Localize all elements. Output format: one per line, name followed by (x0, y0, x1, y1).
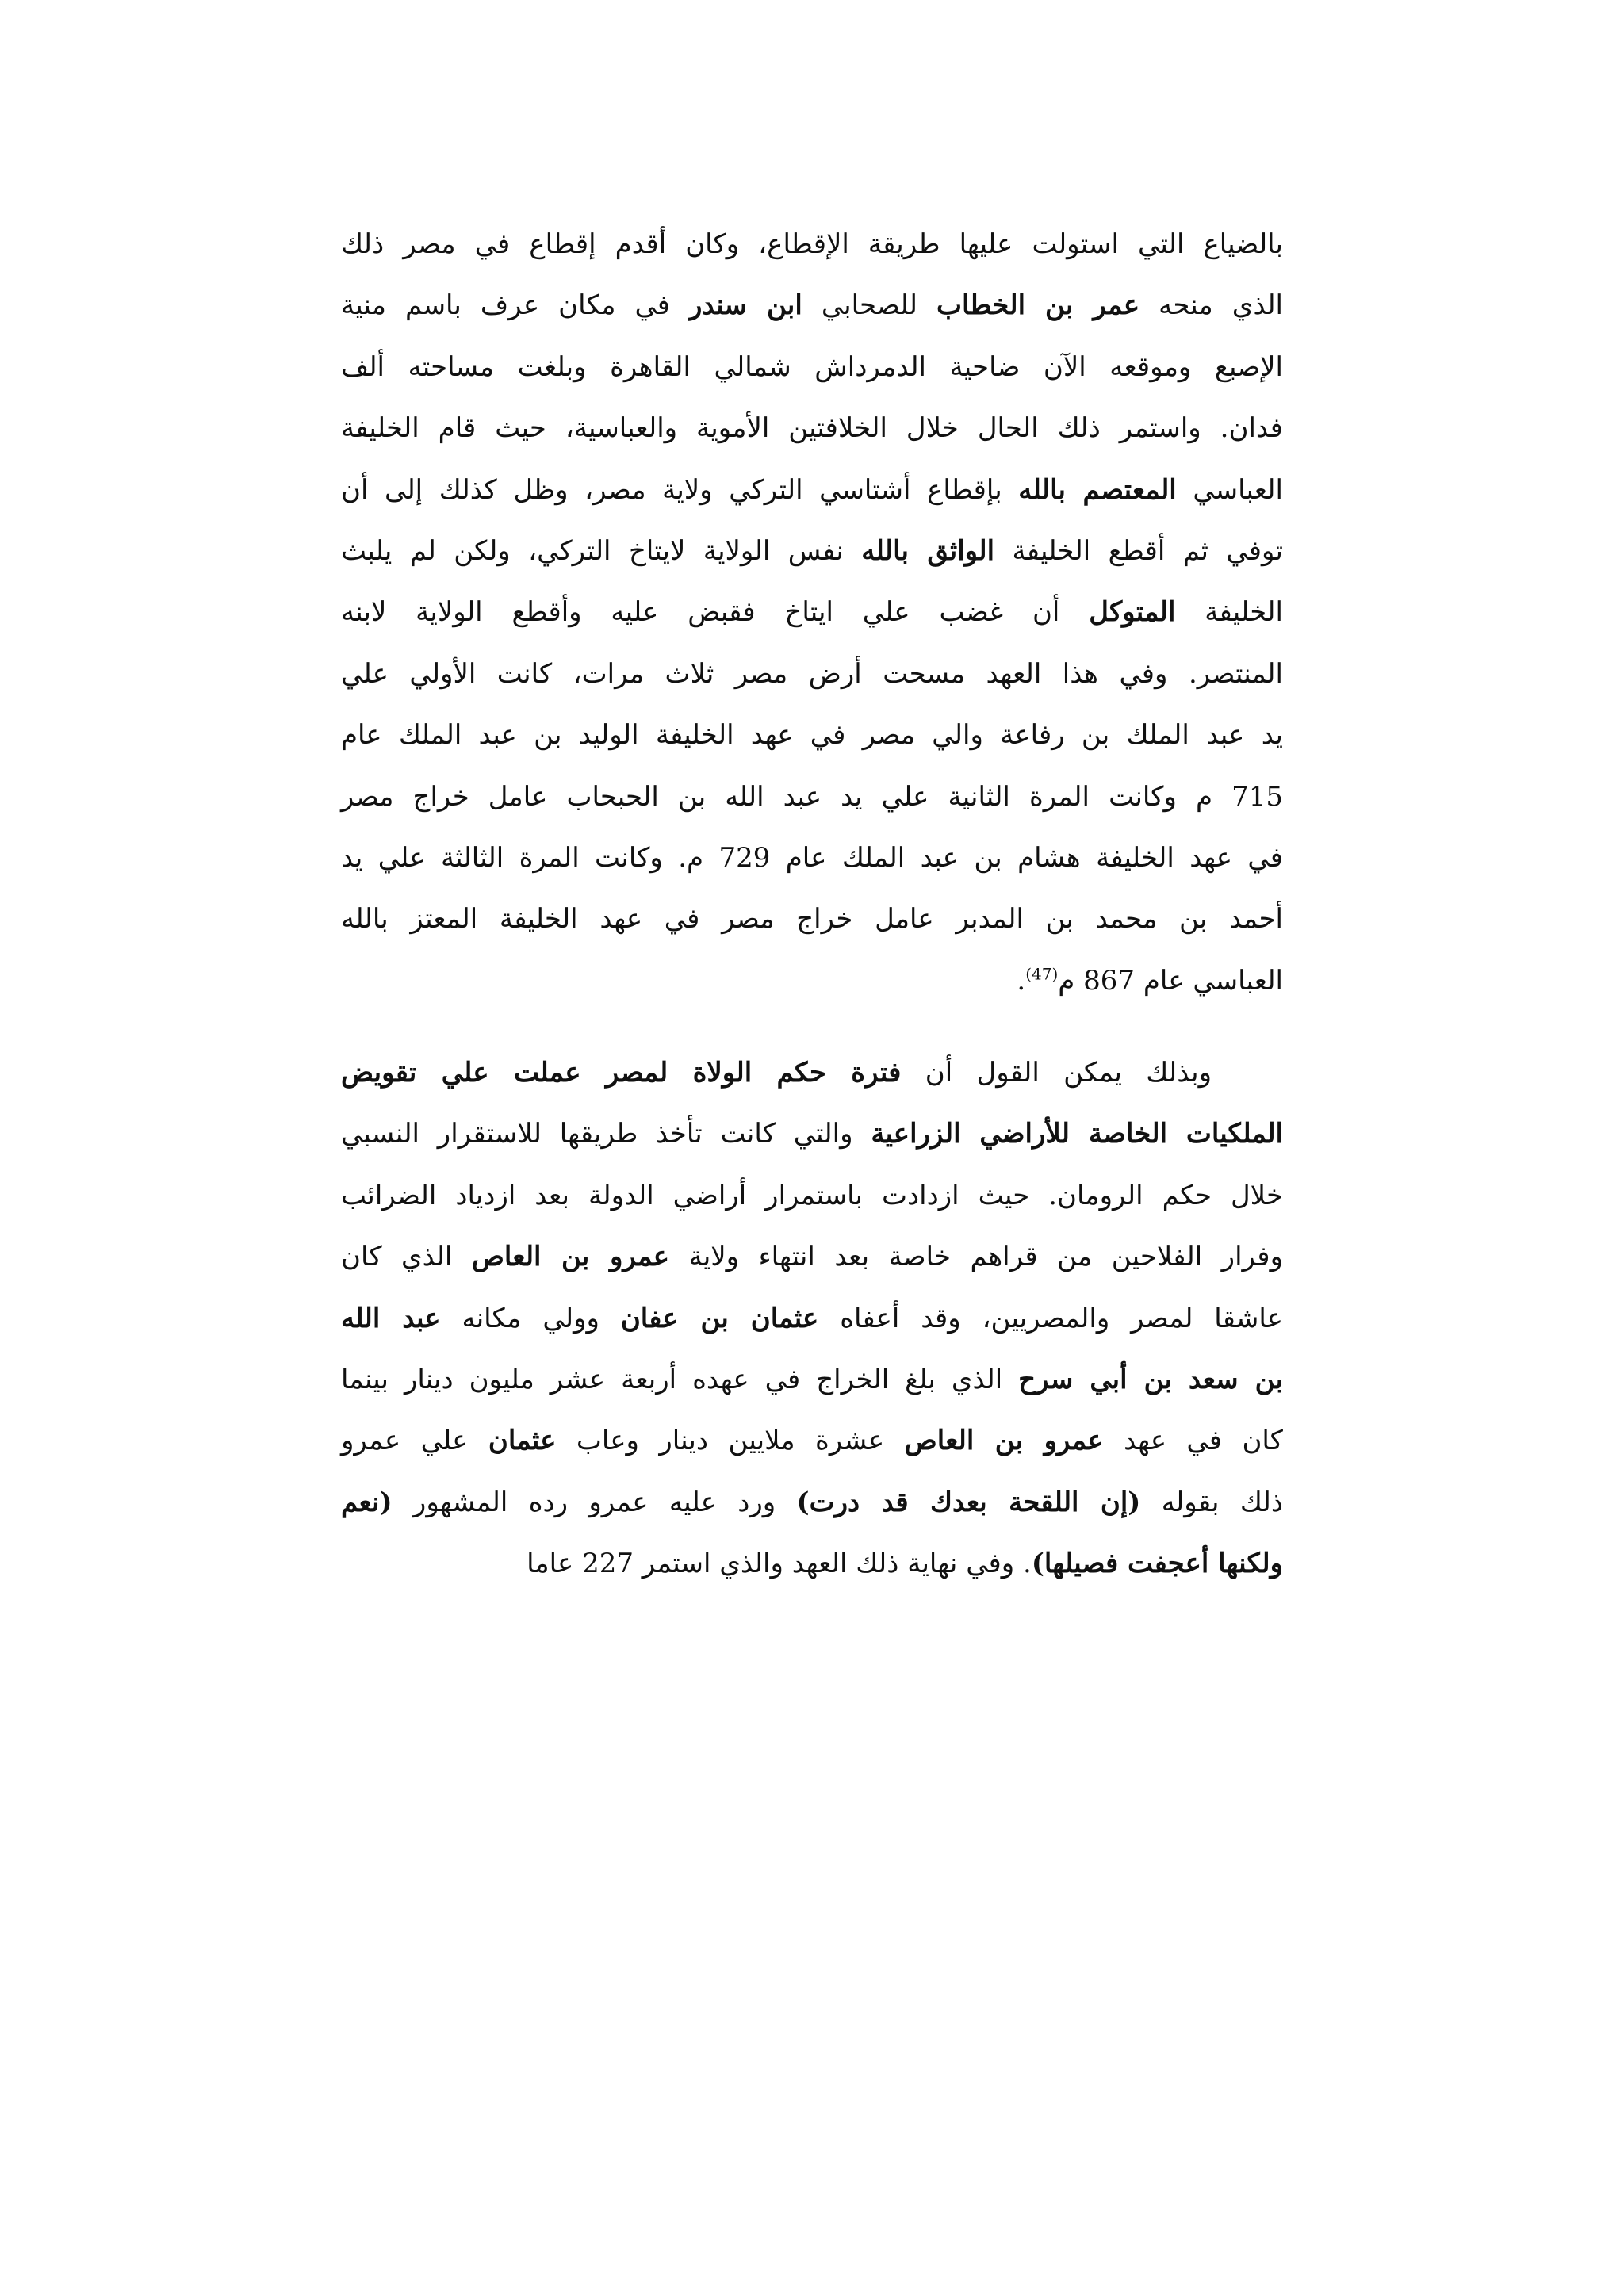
text-line: بن سعد بن أبي سرح الذي بلغ الخراج في عهده أربعة عشر مليون دينار بينما (341, 1364, 1284, 1396)
text-line: 715 م وكانت المرة الثانية علي يد عبد الله بن الحبحاب عامل خراج مصر (341, 780, 1283, 813)
paragraph-2 (341, 1043, 1283, 1595)
text-line: الإصبع وموقعه الآن ضاحية الدمرداش شمالي القاهرة وبلغت مساحته ألف (341, 350, 1283, 383)
text-line: ولكنها أعجفت فصيلها). وفي نهاية ذلك العهد والذي استمر 227 عاما (527, 1548, 1283, 1580)
text-line: خلال حكم الرومان. حيث ازدادت باستمرار أراضي الدولة بعد ازدياد الضرائب (341, 1179, 1283, 1211)
text-line: كان في عهد عمرو بن العاص عشرة ملايين دينار وعاب عثمان علي عمرو (341, 1425, 1283, 1457)
text-line: العباسي عام 867 م$^{(47)}$. (1017, 964, 1283, 997)
text-line: وبذلك يمكن القول أن فترة حكم الولاة لمصر عملت علي تقويض (341, 1057, 1212, 1089)
text-line: بالضياع التي استولت عليها طريقة الإقطاع، وكان أقدم إقطاع في مصر ذلك (341, 228, 1283, 260)
text-line: الخليفة المتوكل أن غضب علي ايتاخ فقبض عليه وأقطع الولاية لابنه (341, 596, 1283, 629)
text-line: فدان. واستمر ذلك الحال خلال الخلافتين الأموية والعباسية، حيث قام الخليفة (341, 412, 1283, 445)
text-line: أحمد بن محمد بن المدبر عامل خراج مصر في عهد الخليفة المعتز بالله (341, 903, 1283, 936)
text-line: المنتصر. وفي هذا العهد مسحت أرض مصر ثلاث مرات، كانت الأولي علي (341, 657, 1283, 690)
text-line: في عهد الخليفة هشام بن عبد الملك عام 729 م. وكانت المرة الثالثة علي يد (341, 842, 1283, 874)
text-line: عاشقا لمصر والمصريين، وقد أعفاه عثمان بن عفان وولي مكانه عبد الله (341, 1302, 1283, 1334)
text-line: ذلك بقوله (إن اللقحة بعدك قد درت) ورد عليه عمرو رده المشهور (نعم (341, 1486, 1283, 1518)
text-line: توفي ثم أقطع الخليفة الواثق بالله نفس الولاية لايتاخ التركي، ولكن لم يلبث (341, 535, 1283, 568)
text-line: يد عبد الملك بن رفاعة والي مصر في عهد الخليفة الوليد بن عبد الملك عام (341, 719, 1283, 752)
text-line: الملكيات الخاصة للأراضي الزراعية والتي كانت تأخذ طريقها للاستقرار النسبي (341, 1118, 1283, 1150)
text-line: الذي منحه عمر بن الخطاب للصحابي ابن سندر في مكان عرف باسم منية (341, 289, 1284, 322)
text-line: العباسي المعتصم بالله بإقطاع أشتاسي التركي ولاية مصر، وظل كذلك إلى أن (341, 473, 1283, 506)
paragraph-1 (341, 214, 1283, 1012)
text-line: وفرار الفلاحين من قراهم خاصة بعد انتهاء ولاية عمرو بن العاص الذي كان (341, 1241, 1283, 1273)
